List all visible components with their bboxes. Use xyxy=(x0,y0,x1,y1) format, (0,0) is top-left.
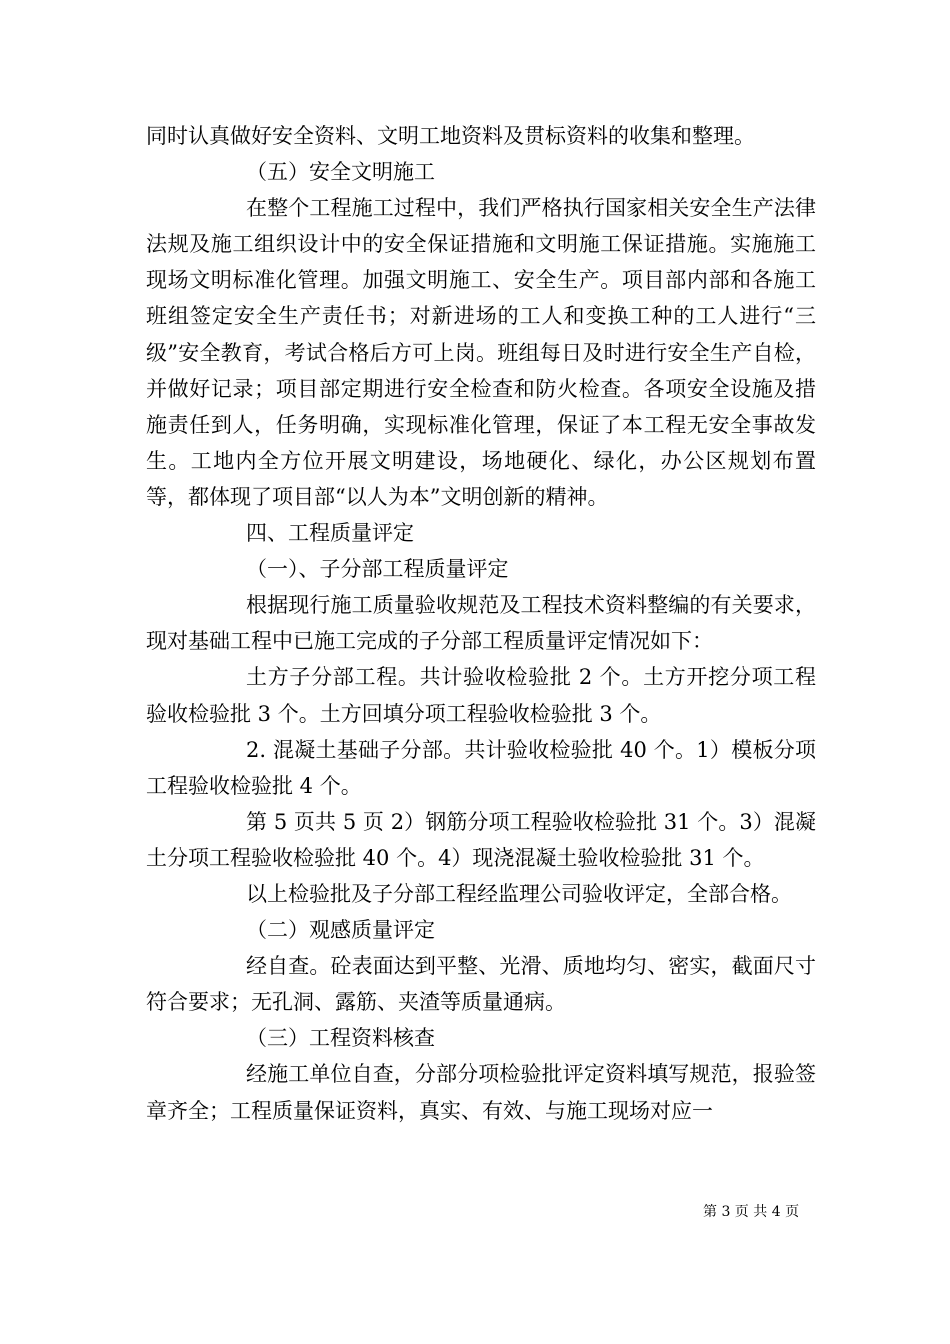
paragraph-appearance: 经自查。砼表面达到平整、光滑、质地均匀、密实，截面尺寸符合要求；无孔洞、露筋、夹渣等质量通病。 xyxy=(146,954,816,1015)
paragraph-rebar: 第 5 页共 5 页 2）钢筋分项工程验收检验批 31 个。3）混凝土分项工程验收检验批 40 个。4）现浇混凝土验收检验批 31 个。 xyxy=(146,809,816,870)
document-body xyxy=(146,118,816,1129)
page-number-footer: 第 3 页 共 4 页 xyxy=(703,1204,800,1220)
subsection-heading-records: （三）工程资料核查 xyxy=(246,1026,435,1051)
subsection-heading-subdivision: （一）、子分部工程质量评定 xyxy=(246,557,509,582)
paragraph-earthwork: 土方子分部工程。共计验收检验批 2 个。土方开挖分项工程验收检验批 3 个。土方回填分项工程验收检验批 3 个。 xyxy=(146,665,816,726)
paragraph-safety: 在整个工程施工过程中，我们严格执行国家相关安全生产法律法规及施工组织设计中的安全保证措施和文明施工保证措施。实施施工现场文明标准化管理。加强文明施工、安全生产。项目部内部和各施工班组签定安全生产责任书；对新进场的工人和变换工种的工人进行“三级”安全教育，考试合格后方可上岗。班组每日及时进行安全生产自检，并做好记录；项目部定期进行安全检查和防火检查。各项安全设施及措施责任到人，任务明确，实现标准化管理，保证了本工程无安全事故发生。工地内全方位开展文明建设，场地硬化、绿化，办公区规划布置等，都体现了项目部“以人为本”文明创新的精神。 xyxy=(146,196,816,509)
section-heading-quality: 四、工程质量评定 xyxy=(246,521,414,546)
paragraph-1: 同时认真做好安全资料、文明工地资料及贯标资料的收集和整理。 xyxy=(146,124,755,148)
section-heading-safety: （五）安全文明施工 xyxy=(246,160,435,185)
subsection-heading-appearance: （二）观感质量评定 xyxy=(246,918,435,943)
paragraph-acceptance: 以上检验批及子分部工程经监理公司验收评定，全部合格。 xyxy=(246,881,792,906)
paragraph-records: 经施工单位自查，分部分项检验批评定资料填写规范，报验签章齐全；工程质量保证资料，真实、有效、与施工现场对应一 xyxy=(146,1062,816,1123)
paragraph-concrete: 2. 混凝土基础子分部。共计验收检验批 40 个。1）模板分项工程验收检验批 4 个。 xyxy=(146,737,816,798)
paragraph-subdivision-intro: 根据现行施工质量验收规范及工程技术资料整编的有关要求，现对基础工程中已施工完成的子分部工程质量评定情况如下： xyxy=(146,593,816,654)
